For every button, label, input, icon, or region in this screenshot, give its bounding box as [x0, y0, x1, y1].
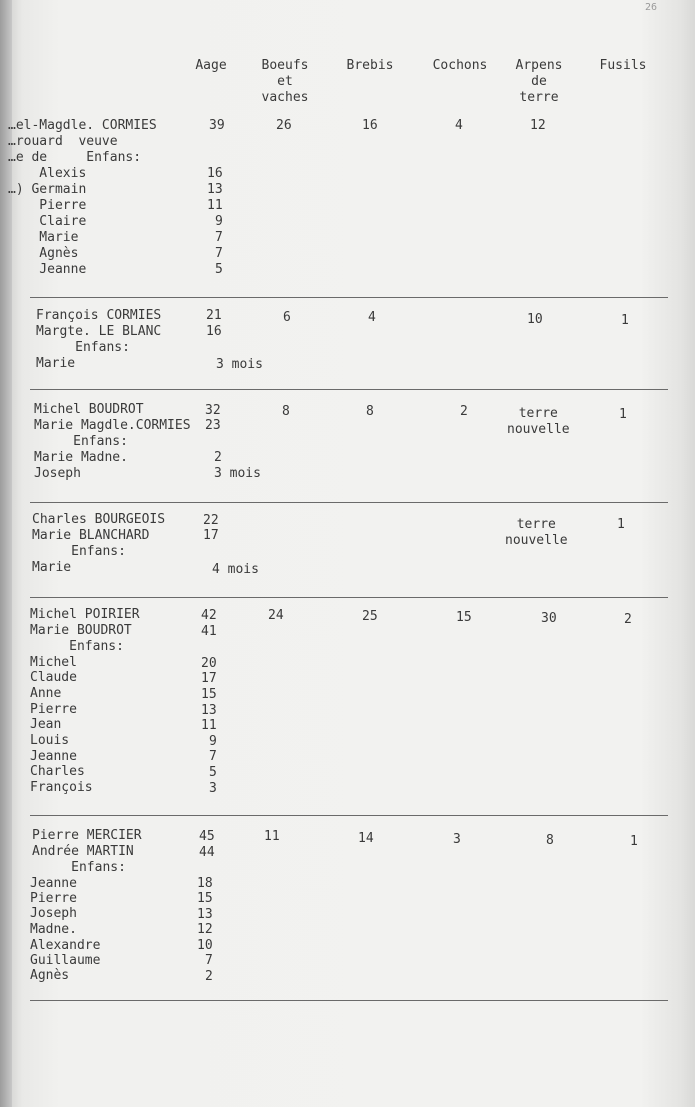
- cattle-count: 8: [282, 404, 290, 419]
- land-amount: terre nouvelle: [507, 406, 570, 437]
- header-guns: Fusils: [599, 58, 647, 73]
- guns-count: 1: [630, 834, 638, 849]
- person-name: Marie BLANCHARD: [32, 528, 150, 543]
- person-name: Charles: [30, 764, 85, 779]
- person-age: 15: [201, 687, 217, 702]
- person-age: 13: [207, 182, 223, 197]
- person-age: 5: [215, 262, 223, 277]
- land-amount: 8: [546, 833, 554, 848]
- children-label: Enfans:: [34, 434, 128, 449]
- person-age: 7: [215, 230, 223, 245]
- person-age: 44: [199, 845, 215, 860]
- land-amount: 10: [527, 312, 543, 327]
- header-age: Aage: [195, 58, 227, 73]
- land-amount: terre nouvelle: [505, 517, 568, 548]
- person-name: Pierre: [8, 198, 87, 213]
- person-age: 17: [201, 671, 217, 686]
- guns-count: 2: [624, 612, 632, 627]
- person-age: 21: [206, 308, 222, 323]
- header-land: Arpens de terre: [515, 58, 563, 105]
- sheep-count: 14: [358, 831, 374, 846]
- person-age: 45: [199, 829, 215, 844]
- person-age: 16: [206, 324, 222, 339]
- header-cattle: Boeufs et vaches: [261, 58, 309, 105]
- cattle-count: 26: [276, 118, 292, 133]
- person-name: Marie: [36, 356, 76, 371]
- children-label: Enfans:: [32, 860, 126, 875]
- person-name: Pierre: [30, 891, 77, 906]
- pigs-count: 3: [453, 832, 461, 847]
- person-age: 11: [207, 198, 223, 213]
- person-age: 3: [209, 781, 217, 796]
- cattle-count: 11: [264, 829, 280, 844]
- person-age: 32: [205, 403, 221, 418]
- person-age: 18: [197, 876, 213, 891]
- pigs-count: 2: [460, 404, 468, 419]
- header-pigs: Cochons: [432, 58, 488, 73]
- person-age: 16: [207, 166, 223, 181]
- person-name: …rouard veuve: [8, 134, 118, 149]
- person-name: Pierre MERCIER: [32, 828, 142, 843]
- land-amount: 30: [541, 611, 557, 626]
- person-name: François CORMIES: [36, 308, 162, 323]
- sheep-count: 8: [366, 404, 374, 419]
- person-age: 4 mois: [212, 562, 259, 577]
- person-name: Michel POIRIER: [30, 607, 140, 622]
- children-label: Enfans:: [32, 544, 126, 559]
- person-age: 3 mois: [216, 357, 263, 372]
- person-age: 10: [197, 938, 213, 953]
- cattle-count: 6: [283, 310, 291, 325]
- person-name: Alexis: [8, 166, 87, 181]
- person-age: 7: [209, 749, 217, 764]
- pigs-count: 4: [455, 118, 463, 133]
- sheep-count: 16: [362, 118, 378, 133]
- person-age: 15: [197, 891, 213, 906]
- person-name: Claude: [30, 670, 77, 685]
- person-age: 9: [209, 734, 217, 749]
- person-age: 7: [205, 953, 213, 968]
- person-name: Michel BOUDROT: [34, 402, 144, 417]
- person-age: 11: [201, 718, 217, 733]
- person-name: Andrée MARTIN: [32, 844, 134, 859]
- person-name: Jeanne: [8, 262, 87, 277]
- person-name: Marie Magdle.CORMIES: [34, 418, 191, 433]
- person-age: 20: [201, 656, 217, 671]
- person-name: Jeanne: [30, 876, 77, 891]
- person-name: Agnès: [8, 246, 79, 261]
- sheep-count: 4: [368, 310, 376, 325]
- person-name: Alexandre: [30, 938, 101, 953]
- person-name: Pierre: [30, 702, 77, 717]
- person-name: …el-Magdle. CORMIES: [8, 118, 157, 133]
- guns-count: 1: [617, 517, 625, 532]
- children-label: Enfans:: [36, 340, 130, 355]
- person-age: 17: [203, 528, 219, 543]
- person-name: Margte. LE BLANC: [36, 324, 162, 339]
- person-name: Agnès: [30, 968, 70, 983]
- guns-count: 1: [621, 313, 629, 328]
- person-age: 42: [201, 608, 217, 623]
- person-name: Jeanne: [30, 749, 77, 764]
- person-age: 2: [214, 450, 222, 465]
- person-age: 7: [215, 246, 223, 261]
- children-label: Enfans:: [30, 639, 124, 654]
- person-name: Michel: [30, 655, 77, 670]
- person-name: Louis: [30, 733, 70, 748]
- person-age: 2: [205, 969, 213, 984]
- person-age: 12: [197, 922, 213, 937]
- separator-line: [30, 297, 668, 298]
- person-name: Madne.: [30, 922, 77, 937]
- person-age: 23: [205, 418, 221, 433]
- land-amount: 12: [530, 118, 546, 133]
- person-name: Claire: [8, 214, 87, 229]
- separator-line: [30, 815, 668, 816]
- person-age: 13: [197, 907, 213, 922]
- person-age: 39: [209, 118, 225, 133]
- guns-count: 1: [619, 407, 627, 422]
- pigs-count: 15: [456, 610, 472, 625]
- person-name: Marie BOUDROT: [30, 623, 132, 638]
- person-name: Charles BOURGEOIS: [32, 512, 166, 527]
- person-name: …) Germain: [8, 182, 87, 197]
- header-sheep: Brebis: [346, 58, 394, 73]
- person-age: 13: [201, 703, 217, 718]
- person-name: Joseph: [30, 906, 77, 921]
- cattle-count: 24: [268, 608, 284, 623]
- page-number: 26: [645, 2, 658, 13]
- person-age: 41: [201, 624, 217, 639]
- person-name: Anne: [30, 686, 62, 701]
- children-label: …e de Enfans:: [8, 150, 142, 165]
- person-name: Joseph: [34, 466, 81, 481]
- separator-line: [30, 502, 668, 503]
- sheep-count: 25: [362, 609, 378, 624]
- person-name: Marie: [32, 560, 72, 575]
- person-age: 5: [209, 765, 217, 780]
- person-name: Jean: [30, 717, 62, 732]
- separator-line: [30, 389, 668, 390]
- person-age: 22: [203, 513, 219, 528]
- person-name: François: [30, 780, 93, 795]
- separator-line: [30, 1000, 668, 1001]
- person-name: Marie: [8, 230, 79, 245]
- person-age: 3 mois: [214, 466, 261, 481]
- person-name: Guillaume: [30, 953, 101, 968]
- person-name: Marie Madne.: [34, 450, 128, 465]
- separator-line: [30, 597, 668, 598]
- person-age: 9: [215, 214, 223, 229]
